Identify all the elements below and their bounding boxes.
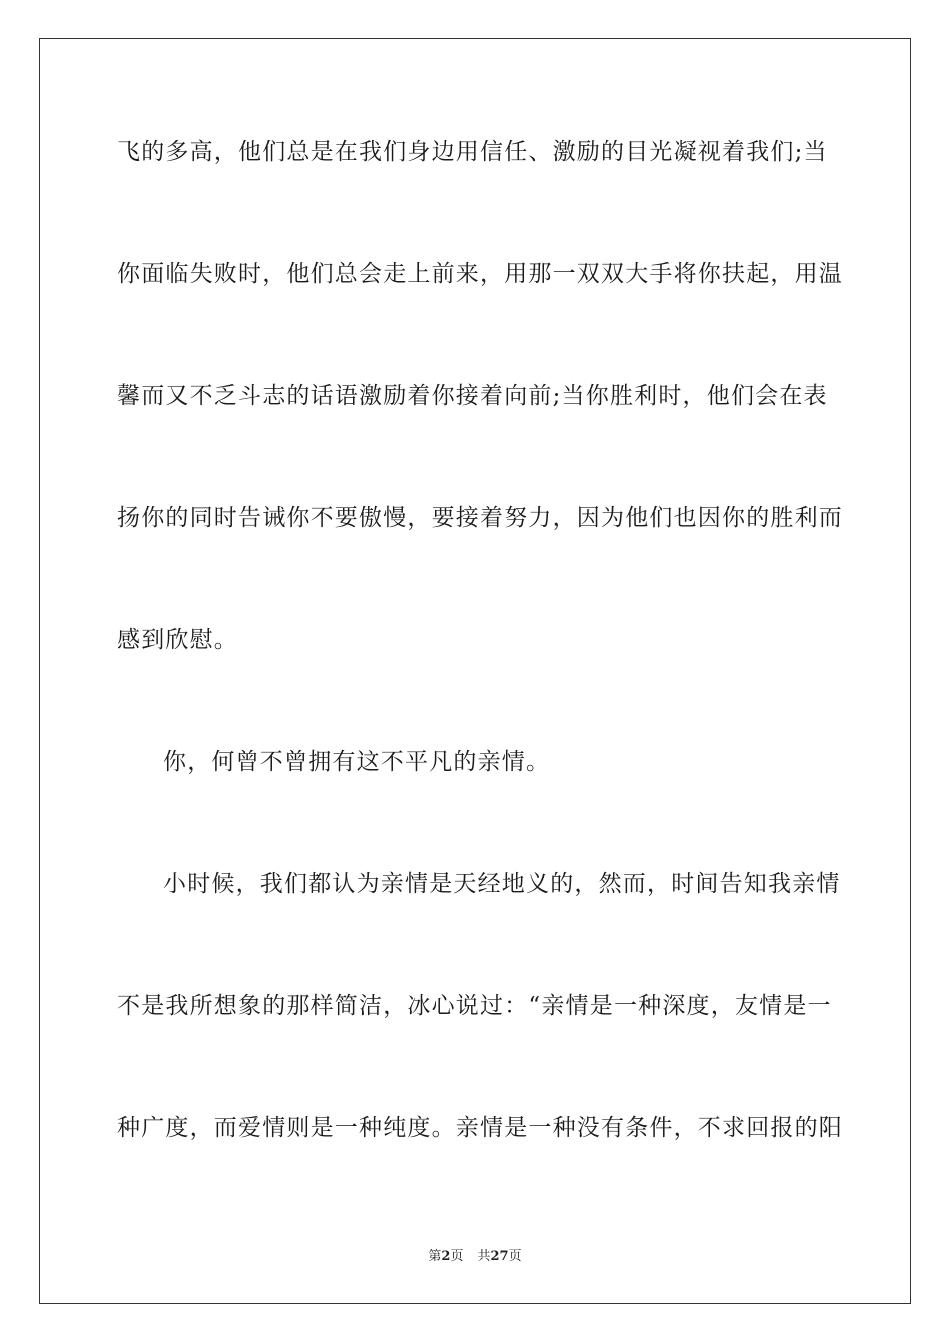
total-pages: 27 xyxy=(490,1249,509,1264)
page-number: 2 xyxy=(441,1249,451,1264)
total-label-suffix: 页 xyxy=(508,1249,522,1264)
body-text-line: 你面临失败时，他们总会走上前来，用那一双双大手将你扶起，用温 xyxy=(117,261,843,287)
page-label-prefix: 第 xyxy=(428,1249,442,1264)
paragraph-first-line: 小时候，我们都认为亲情是天经地义的，然而，时间告知我亲情 xyxy=(163,871,841,897)
body-text-line: 扬你的同时告诫你不要傲慢，要接着努力，因为他们也因你的胜利而 xyxy=(117,505,843,531)
body-text-line: 种广度，而爱情则是一种纯度。亲情是一种没有条件，不求回报的阳 xyxy=(117,1115,843,1141)
paragraph-first-line: 你，何曾不曾拥有这不平凡的亲情。 xyxy=(163,749,551,775)
page-label-suffix: 页 xyxy=(450,1249,464,1264)
page-footer xyxy=(0,1248,950,1266)
total-label-prefix: 共 xyxy=(477,1249,491,1264)
body-text-line: 飞的多高，他们总是在我们身边用信任、激励的目光凝视着我们;当 xyxy=(117,139,828,165)
body-text-line: 不是我所想象的那样简洁，冰心说过：“亲情是一种深度，友情是一 xyxy=(117,993,832,1019)
body-text-line: 感到欣慰。 xyxy=(117,627,238,653)
body-text-line: 馨而又不乏斗志的话语激励着你接着向前;当你胜利时，他们会在表 xyxy=(117,383,828,409)
